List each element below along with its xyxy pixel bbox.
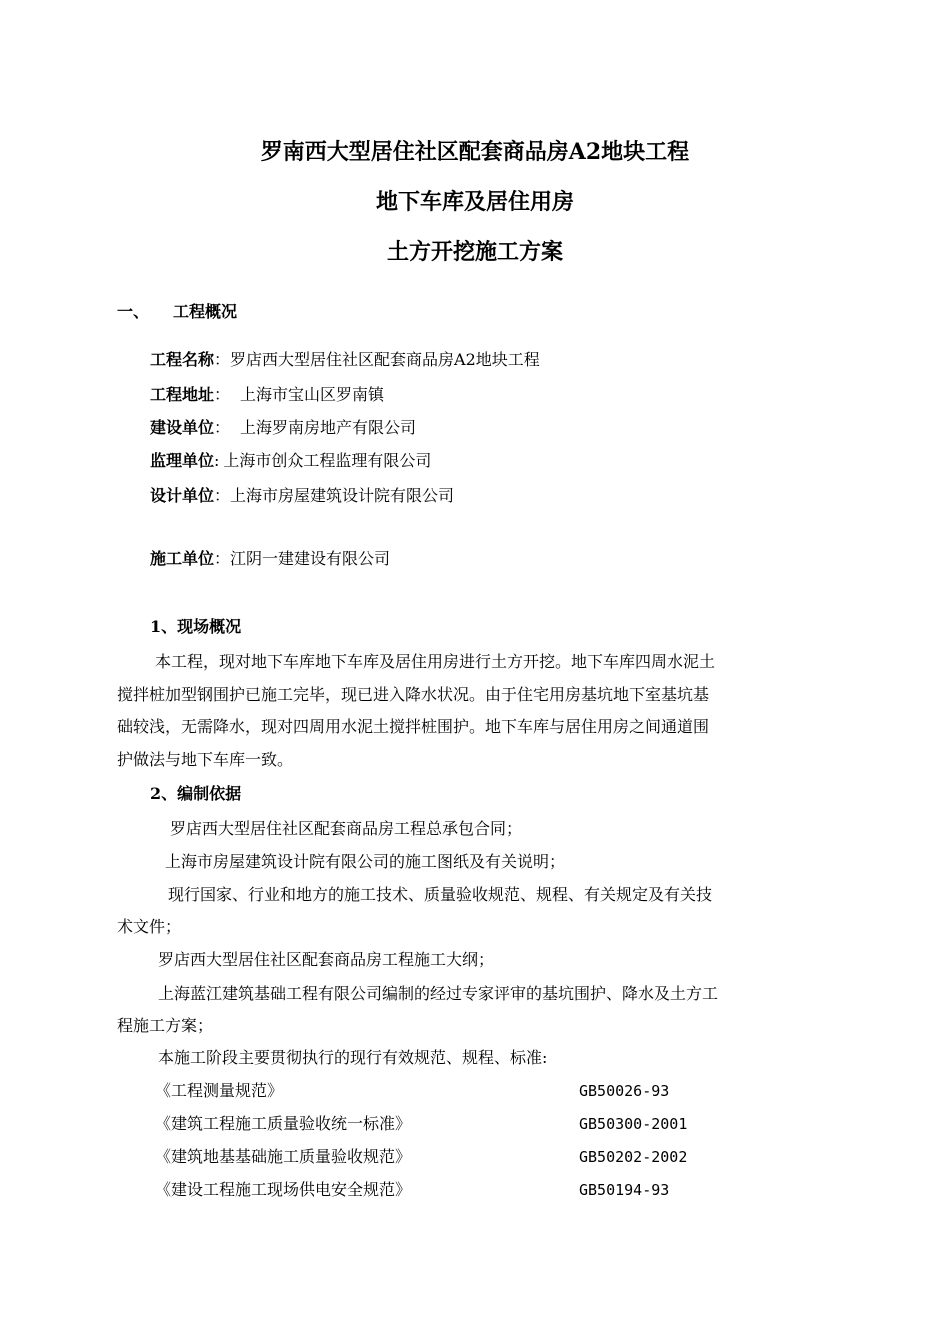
info-row-owner xyxy=(150,417,416,439)
info-value: 上海罗南房地产有限公司 xyxy=(240,418,417,437)
info-label: 监理单位 xyxy=(150,451,215,470)
info-row-contractor xyxy=(150,548,390,570)
paragraph-line: 现行国家、行业和地方的施工技术、质量验收规范、规程、有关规定及有关技 xyxy=(168,885,713,904)
info-row-designer xyxy=(150,485,454,507)
paragraph-line: 本工程，现对地下车库地下车库及居住用房进行土方开挖。地下车库四周水泥土 xyxy=(155,652,716,671)
paragraph-line: 程施工方案； xyxy=(117,1016,214,1035)
document-title-line-3: 土方开挖施工方案 xyxy=(386,239,563,265)
info-label: 工程名称 xyxy=(150,350,215,369)
document-title-line-1: 罗南西大型居住社区配套商品房A2地块工程 xyxy=(260,139,690,165)
section-title: 工程概况 xyxy=(173,302,238,321)
info-separator: ： xyxy=(214,350,231,369)
standard-code: GB50202-2002 xyxy=(579,1148,688,1166)
info-separator: ： xyxy=(214,549,231,568)
info-label: 施工单位 xyxy=(150,549,215,568)
info-label: 设计单位 xyxy=(150,486,215,505)
standard-code: GB50300-2001 xyxy=(579,1115,688,1133)
info-value: 江阴一建建设有限公司 xyxy=(230,549,391,568)
paragraph-line: 术文件； xyxy=(117,917,182,936)
info-label: 工程地址 xyxy=(150,385,215,404)
info-label: 建设单位 xyxy=(150,418,215,437)
paragraph-line: 搅拌桩加型钢围护已施工完毕，现已进入降水状况。由于住宅用房基坑地下室基坑基 xyxy=(117,685,710,704)
info-row-project-name xyxy=(150,349,540,371)
info-value: 上海市房屋建筑设计院有限公司 xyxy=(230,486,455,505)
info-separator: : xyxy=(214,451,220,470)
standard-code: GB50026-93 xyxy=(579,1082,670,1100)
info-value: 罗店西大型居住社区配套商品房A2地块工程 xyxy=(230,350,540,369)
info-value: 上海市创众工程监理有限公司 xyxy=(223,451,432,470)
paragraph-line: 罗店西大型居住社区配套商品房工程总承包合同； xyxy=(170,819,523,838)
paragraph-line: 罗店西大型居住社区配套商品房工程施工大纲； xyxy=(158,950,495,969)
subsection-heading-site: 1、现场概况 xyxy=(150,617,242,636)
standard-name: 《建筑工程施工质量验收统一标准》 xyxy=(155,1114,412,1133)
info-row-project-address xyxy=(150,384,384,406)
section-number: 一、 xyxy=(117,302,150,321)
standard-code: GB50194-93 xyxy=(579,1181,670,1199)
info-separator: ： xyxy=(214,418,231,437)
standard-name: 《建设工程施工现场供电安全规范》 xyxy=(155,1180,412,1199)
info-separator: ： xyxy=(214,385,231,404)
info-value: 上海市宝山区罗南镇 xyxy=(240,385,385,404)
standard-name: 《建筑地基基础施工质量验收规范》 xyxy=(155,1147,412,1166)
info-separator: ： xyxy=(214,486,231,505)
paragraph-line: 础较浅，无需降水，现对四周用水泥土搅拌桩围护。地下车库与居住用房之间通道围 xyxy=(117,717,710,736)
info-row-supervisor xyxy=(150,450,431,472)
subsection-heading-basis: 2、编制依据 xyxy=(150,784,242,803)
paragraph-line: 护做法与地下车库一致。 xyxy=(117,750,294,769)
paragraph-line: 上海市房屋建筑设计院有限公司的施工图纸及有关说明； xyxy=(165,852,566,871)
standard-name: 《工程测量规范》 xyxy=(155,1081,284,1100)
paragraph-line: 本施工阶段主要贯彻执行的现行有效规范、规程、标准: xyxy=(158,1048,548,1067)
paragraph-line: 上海蓝江建筑基础工程有限公司编制的经过专家评审的基坑围护、降水及土方工 xyxy=(158,984,719,1003)
document-title-line-2: 地下车库及居住用房 xyxy=(375,189,574,215)
